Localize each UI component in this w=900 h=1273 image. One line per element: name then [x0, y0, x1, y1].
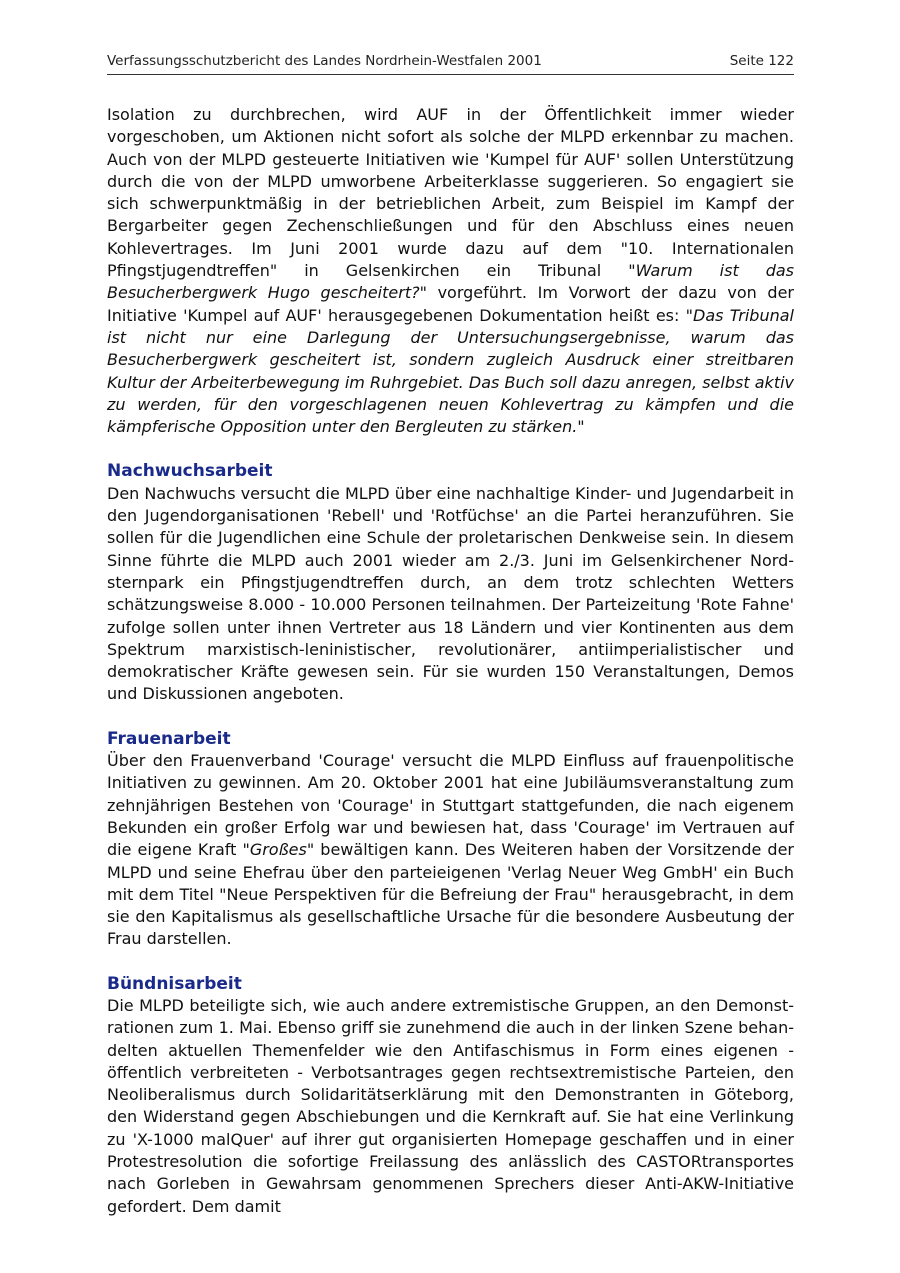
- section-heading-frauenarbeit: Frauenarbeit: [107, 728, 231, 749]
- frauenarbeit-paragraph: [107, 750, 794, 951]
- page-content: [107, 104, 794, 1218]
- buendnisarbeit-paragraph: Die MLPD beteiligte sich, wie auch andere extremistische Gruppen, an den Demonstrationen zum 1. Mai. Ebenso griff sie zunehmend die auch in der linken Szene behandelten aktuellen Themenfelder wie den Antifaschismus in Form eines eigenen - öffentlich verbreiteten - Verbotsantrages gegen rechtsextremistische Parteien, den Neoliberalismus durch Solidaritätserklärung mit den Demonstranten in Göteborg, den Widerstand gegen Abschiebungen und die Kernkraft auf. Sie hat eine Verlinkung zu 'X-1000 malQuer' auf ihrer gut organisierten Homepage geschaffen und in einer Protestresolution die sofortige Freilassung des anlässlich des CASTORtransportes nach Gorleben in Gewahrsam genommenen Sprechers dieser Anti-AKW-Initiative gefordert. Dem damit: [107, 995, 794, 1216]
- frauen-text-2: " bewältigen kann. Des Weiteren haben der Vorsitzende der MLPD und seine Ehefrau über den parteieigenen 'Verlag Neuer Weg GmbH' ein Buch mit dem Titel "Neue Perspektiven für die Befreiung der Frau" herausgebracht, in dem sie den Kapitalismus als gesellschaftliche Ursache für die besondere Ausbeutung der Frau darstellen.: [107, 840, 794, 949]
- page-number: Seite 122: [729, 53, 794, 69]
- header-title: Verfassungsschutzbericht des Landes Nordrhein-Westfalen 2001: [107, 53, 542, 69]
- section-heading-nachwuchsarbeit: Nachwuchsarbeit: [107, 461, 273, 482]
- intro-text-2: " vorgeführt. Im Vorwort der dazu von der Initiative 'Kumpel auf AUF' herausgegebenen Dokumentation heißt es: ": [107, 283, 794, 325]
- frauen-text-1: Über den Frauenverband 'Courage' versucht die MLPD Einfluss auf frauenpolitische Initiativen zu gewinnen. Am 20. Oktober 2001 hat eine Jubiläumsveranstaltung zum zehnjährigen Bestehen von 'Courage' in Stuttgart stattgefunden, die nach eigenem Bekunden ein großer Erfolg war und bewiesen hat, dass 'Courage' im Vertrauen auf die eigene Kraft ": [107, 751, 794, 860]
- nachwuchsarbeit-paragraph: Den Nachwuchs versucht die MLPD über eine nachhaltige Kinder- und Jugendarbeit in den Jugendorganisationen 'Rebell' und 'Rotfüchse' an die Partei heranzuführen. Sie sollen für die Jugendlichen eine Schule der proletarischen Denkweise sein. In diesem Sinne führte die MLPD auch 2001 wieder am 2./3. Juni im Gelsenkirchener Nordsternpark ein Pfingstjugendtreffen durch, an dem trotz schlechten Wetters schätzungsweise 8.000 - 10.000 Personen teilnahmen. Der Parteizeitung 'Rote Fahne' zufolge sollen unter ihnen Vertreter aus 18 Ländern und vier Kontinenten aus dem Spektrum marxistisch-leninistischer, revolutionärer, antiimperialistischer und demokratischer Kräfte gewesen sein. Für sie wurden 150 Veranstaltungen, Demos und Diskussionen angeboten.: [107, 483, 794, 704]
- intro-text-1: Isolation zu durchbrechen, wird AUF in der Öffentlichkeit immer wieder vorgeschoben, um Aktionen nicht sofort als solche der MLPD erkennbar zu machen. Auch von der MLPD gesteuerte Initiativen wie 'Kumpel für AUF' sollen Unterstützung durch die von der MLPD umworbene Arbeiterklasse suggerieren. So engagiert sie sich schwerpunktmäßig in der betrieblichen Arbeit, zum Beispiel im Kampf der Bergarbeiter gegen Zechenschließungen und für den Abschluss eines neuen Kohlevertrages. Im Juni 2001 wurde dazu auf dem "10. Internationalen Pfingstjugendtreffen" in Gelsenkirchen ein Tribunal ": [107, 105, 794, 281]
- intro-text-3: ": [577, 417, 585, 437]
- section-heading-buendnisarbeit: Bündnisarbeit: [107, 973, 242, 994]
- intro-italic-quote: Das Tribunal ist nicht nur eine Darlegung der Untersuchungsergebnisse, warum das Besucherbergwerk gescheitert ist, sondern zugleich Ausdruck einer streitbaren Kultur der Arbeiterbewegung im Ruhrgebiet. Das Buch soll dazu anregen, selbst aktiv zu werden, für den vorgeschlagenen neuen Kohlevertrag zu kämpfen und die kämpferische Opposition unter den Bergleuten zu stärken.: [107, 305, 794, 437]
- frauen-italic-grosses: Großes: [249, 840, 307, 860]
- intro-paragraph: [107, 104, 794, 438]
- page-header: [107, 53, 794, 75]
- intro-italic-tribunal: Warum ist das Besucherbergwerk Hugo gescheitert?: [107, 261, 795, 303]
